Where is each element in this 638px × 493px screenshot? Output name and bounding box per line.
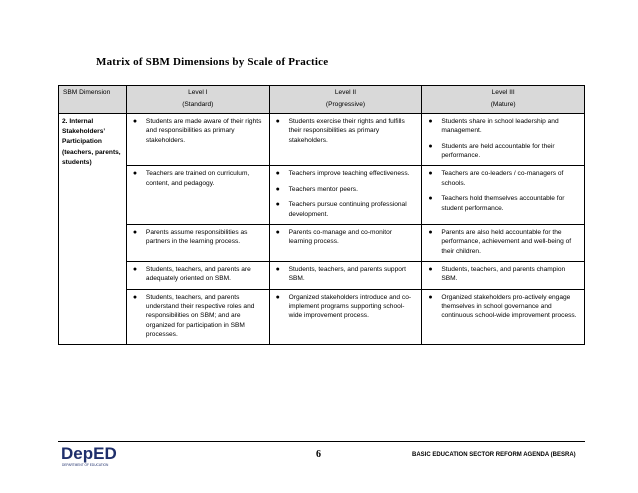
list-item: [274, 228, 416, 247]
list-item: [426, 228, 578, 256]
logo-subtext: DEPARTMENT OF EDUCATION: [62, 463, 109, 467]
list-item: [426, 194, 578, 213]
bullet-icon: ●: [275, 293, 280, 301]
indicator-text: Parents co-manage and co-monitor learning process.: [288, 228, 392, 246]
level-3-cell: [422, 114, 585, 166]
indicator-text: Organized stakeholders introduce and co-implement programs supporting school-wide improvement process.: [288, 293, 412, 320]
list-item: [426, 265, 578, 284]
header-level-name: (Progressive): [325, 101, 366, 109]
table-row: [59, 261, 585, 289]
indicator-text: Students are made aware of their rights and responsibilities as primary stakeholders.: [145, 118, 262, 144]
indicator-list: [274, 228, 416, 247]
list-item: [131, 169, 263, 188]
header-level-label: Level II: [334, 89, 357, 96]
indicator-text: Students exercise their rights and fulfills their responsibilities as primary stakeholders.: [288, 118, 405, 144]
indicator-text: Organized stakeholders pro-actively engage themselves in school governance and continuous school-wide improvement process.: [441, 293, 577, 320]
table-row: [59, 166, 585, 224]
bullet-icon: ●: [275, 265, 280, 273]
indicator-text: Students are held accountable for their performance.: [441, 142, 555, 160]
list-item: [426, 142, 578, 161]
bullet-icon: ●: [275, 118, 280, 125]
table-row: [59, 289, 585, 345]
header-level-2: [269, 86, 422, 114]
indicator-list: [274, 169, 416, 218]
bullet-icon: ●: [132, 293, 138, 301]
indicator-text: Teachers mentor peers.: [288, 185, 358, 193]
bullet-icon: ●: [428, 293, 433, 301]
level-3-cell: [422, 166, 585, 224]
table-header-row: [59, 86, 585, 114]
table-row: [59, 114, 585, 166]
level-3-cell: [422, 289, 585, 345]
level-2-cell: [269, 289, 422, 345]
indicator-text: Students share in school leadership and management.: [441, 118, 559, 135]
bullet-icon: ●: [275, 170, 280, 178]
list-item: [426, 117, 578, 136]
indicator-text: Students, teachers, and parents support SBM.: [288, 265, 406, 283]
indicator-text: Parents assume responsibilities as partners in the learning process.: [145, 228, 248, 246]
header-level-label: Level III: [491, 89, 515, 96]
list-item: [274, 200, 416, 219]
header-level-1: [126, 86, 269, 114]
list-item: [426, 169, 578, 188]
indicator-text: Students, teachers, and parents understand their respective roles and responsibilities on SBM; and are organized for participation in SBM processes.: [145, 293, 255, 339]
indicator-list: [131, 228, 263, 247]
bullet-icon: ●: [428, 142, 433, 150]
level-2-cell: [269, 166, 422, 224]
level-3-cell: [422, 224, 585, 261]
level-2-cell: [269, 261, 422, 289]
level-1-cell: [126, 166, 269, 224]
indicator-list: [274, 293, 416, 321]
header-level-name: (Standard): [182, 101, 214, 109]
level-2-cell: [269, 114, 422, 166]
list-item: [274, 185, 416, 194]
indicator-text: Students, teachers, and parents are adequately oriented on SBM.: [145, 265, 251, 283]
bullet-icon: ●: [428, 195, 433, 203]
list-item: [131, 117, 263, 145]
list-item: [274, 293, 416, 321]
level-1-cell: [126, 224, 269, 261]
indicator-list: [274, 265, 416, 284]
bullet-icon: ●: [428, 170, 433, 178]
page-number: 6: [316, 449, 321, 460]
footer-agenda-title: BASIC EDUCATION SECTOR REFORM AGENDA (BESRA): [412, 452, 576, 458]
header-level-name: (Mature): [490, 101, 516, 109]
indicator-list: [131, 265, 263, 284]
indicator-text: Teachers hold themselves accountable for student performance.: [441, 195, 565, 212]
indicator-text: Teachers are trained on curriculum, content, and pedagogy.: [145, 170, 250, 187]
indicator-list: [426, 293, 578, 321]
list-item: [131, 265, 263, 284]
indicator-list: [131, 169, 263, 188]
level-1-cell: [126, 289, 269, 345]
bullet-icon: ●: [428, 118, 433, 125]
list-item: [274, 265, 416, 284]
bullet-icon: ●: [275, 201, 280, 209]
list-item: [274, 117, 416, 145]
indicator-list: [426, 117, 578, 160]
sbm-matrix-table: [58, 85, 585, 345]
list-item: [131, 293, 263, 340]
indicator-list: [131, 293, 263, 340]
indicator-list: [426, 228, 578, 256]
level-1-cell: [126, 114, 269, 166]
indicator-list: [131, 117, 263, 145]
header-level-label: Level I: [188, 89, 208, 96]
deped-logo: [60, 442, 122, 468]
header-sbm-dimension: SBM Dimension: [59, 86, 127, 114]
document-title: Matrix of SBM Dimensions by Scale of Practice: [96, 56, 329, 68]
indicator-text: Teachers improve teaching effectiveness.: [288, 170, 410, 178]
dimension-label: 2. Internal Stakeholders’ Participation (teachers, parents, students): [59, 114, 127, 345]
table-row: [59, 224, 585, 261]
bullet-icon: ●: [428, 265, 433, 273]
level-3-cell: [422, 261, 585, 289]
indicator-text: Students, teachers, and parents champion SBM.: [441, 265, 566, 283]
indicator-list: [426, 169, 578, 212]
header-level-3: [422, 86, 585, 114]
bullet-icon: ●: [275, 185, 280, 193]
logo-wordmark: DepED: [61, 444, 117, 463]
bullet-icon: ●: [132, 265, 138, 273]
indicator-text: Teachers pursue continuing professional development.: [288, 201, 407, 218]
list-item: [274, 169, 416, 178]
bullet-icon: ●: [132, 170, 138, 178]
footer-divider: [58, 441, 585, 442]
bullet-icon: ●: [428, 228, 433, 236]
level-1-cell: [126, 261, 269, 289]
indicator-text: Parents are also held accountable for the performance, achievement and well-being of their children.: [441, 228, 572, 255]
level-2-cell: [269, 224, 422, 261]
indicator-list: [274, 117, 416, 145]
list-item: [426, 293, 578, 321]
bullet-icon: ●: [132, 228, 138, 236]
bullet-icon: ●: [132, 118, 138, 125]
indicator-text: Teachers are co-leaders / co-managers of schools.: [441, 170, 564, 187]
list-item: [131, 228, 263, 247]
indicator-list: [426, 265, 578, 284]
bullet-icon: ●: [275, 228, 280, 236]
